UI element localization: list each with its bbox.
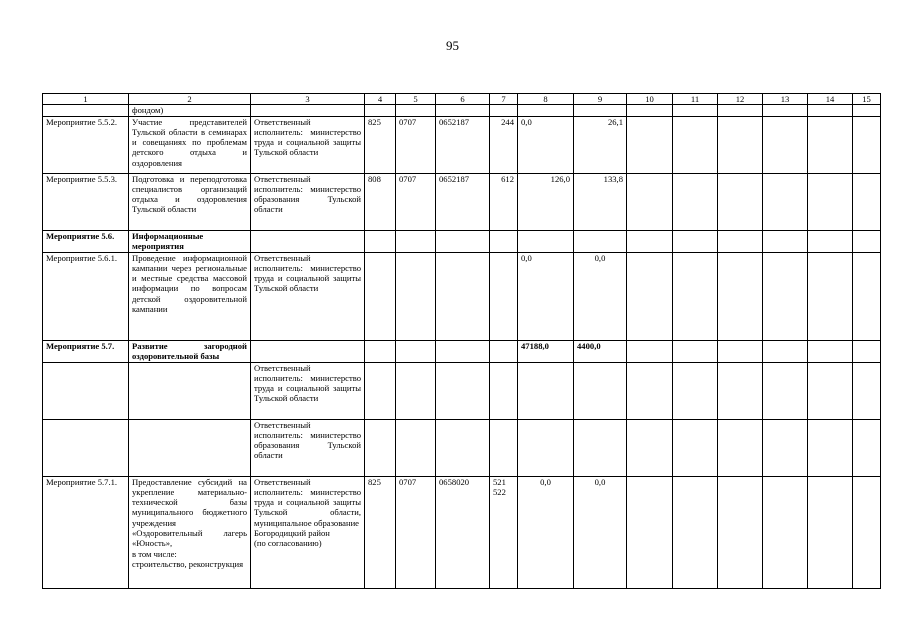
executor: Ответственный исполнитель: министерство труда и социальной защиты Тульской области (251, 362, 365, 419)
cell-col8 (518, 362, 574, 419)
cell-col4: 825 (365, 476, 396, 588)
cell-col9 (574, 362, 627, 419)
executor-line: Богородицкий район (254, 528, 330, 539)
executor: Ответственный исполнитель: министерство образования Тульской области (251, 419, 365, 476)
cell-col5 (396, 230, 436, 252)
cell-col9: 26,1 (574, 116, 627, 173)
cell-col8: 47188,0 (518, 340, 574, 362)
cell-col7-line: 521 (493, 476, 506, 487)
cell-col8: 126,0 (518, 173, 574, 230)
activity-name: Подготовка и переподготовка специалистов организаций отдыха и оздоровления Тульской области (129, 173, 251, 230)
activity-code (43, 362, 129, 419)
cell-col4 (365, 340, 396, 362)
executor-line: (по согласованию) (254, 538, 322, 549)
cell-col6 (436, 340, 490, 362)
col-number-8: 8 (518, 94, 574, 105)
executor (251, 476, 365, 588)
cell-col6: 0658020 (436, 476, 490, 588)
activity-name: Проведение информационной кампании через региональные и местные средства массовой информации по вопросам детской оздоровительной кампании (129, 252, 251, 340)
cell-col6 (436, 105, 490, 116)
activity-name: Информационные мероприятия (129, 230, 251, 252)
activity-code: Мероприятие 5.5.3. (43, 173, 129, 230)
col-number-13: 13 (763, 94, 808, 105)
col-number-10: 10 (627, 94, 673, 105)
cell-col4 (365, 252, 396, 340)
cell-col8 (518, 105, 574, 116)
col-number-9: 9 (574, 94, 627, 105)
cell-col8: 0,0 (518, 476, 574, 588)
activity-code (43, 105, 129, 116)
executor (251, 105, 365, 116)
activity-code: Мероприятие 5.5.2. (43, 116, 129, 173)
col-number-5: 5 (396, 94, 436, 105)
cell-col5 (396, 105, 436, 116)
cell-col5 (396, 362, 436, 419)
activity-name-line: в том числе: (132, 548, 177, 559)
activities-table (42, 93, 881, 589)
cell-col7 (490, 252, 518, 340)
cell-col5: 0707 (396, 476, 436, 588)
cell-col9 (574, 419, 627, 476)
col-number-12: 12 (718, 94, 763, 105)
cell-col8: 0,0 (518, 252, 574, 340)
executor: Ответственный исполнитель: министерство труда и социальной защиты Тульской области (251, 252, 365, 340)
cell-col4 (365, 362, 396, 419)
table-row (43, 419, 881, 476)
cell-col4: 808 (365, 173, 396, 230)
activity-name-line: строительство, реконструкция (132, 558, 244, 569)
cell-col6: 0652187 (436, 173, 490, 230)
col-number-6: 6 (436, 94, 490, 105)
col-number-15: 15 (853, 94, 881, 105)
cell-col7: 244 (490, 116, 518, 173)
cell-col5 (396, 419, 436, 476)
activity-code (43, 419, 129, 476)
cell-col7 (490, 230, 518, 252)
col-number-3: 3 (251, 94, 365, 105)
table-row (43, 340, 881, 362)
executor (251, 340, 365, 362)
cell-col4 (365, 105, 396, 116)
executor: Ответственный исполнитель: министерство труда и социальной защиты Тульской области (251, 116, 365, 173)
col-number-4: 4 (365, 94, 396, 105)
cell-col5: 0707 (396, 116, 436, 173)
cell-col4 (365, 230, 396, 252)
cell-col7-line: 522 (493, 486, 506, 497)
executor (251, 230, 365, 252)
col-number-2: 2 (129, 94, 251, 105)
col-number-11: 11 (673, 94, 718, 105)
table-row (43, 230, 881, 252)
cell-col9 (574, 105, 627, 116)
col-number-7: 7 (490, 94, 518, 105)
table-row (43, 105, 881, 116)
activity-code: Мероприятие 5.6.1. (43, 252, 129, 340)
table-row (43, 252, 881, 340)
cell-col9: 0,0 (574, 476, 627, 588)
cell-col7 (490, 362, 518, 419)
cell-col8 (518, 230, 574, 252)
cell-col6 (436, 252, 490, 340)
cell-col8: 0,0 (518, 116, 574, 173)
cell-col6 (436, 230, 490, 252)
activity-code: Мероприятие 5.7. (43, 340, 129, 362)
activity-code: Мероприятие 5.7.1. (43, 476, 129, 588)
cell-col9: 133,8 (574, 173, 627, 230)
cell-col7: 612 (490, 173, 518, 230)
activity-code: Мероприятие 5.6. (43, 230, 129, 252)
activity-name: фондом) (129, 105, 251, 116)
cell-col9: 0,0 (574, 252, 627, 340)
cell-col5 (396, 340, 436, 362)
table-row (43, 476, 881, 588)
cell-col6 (436, 362, 490, 419)
cell-col7 (490, 105, 518, 116)
table-row (43, 116, 881, 173)
executor: Ответственный исполнитель: министерство образования Тульской области (251, 173, 365, 230)
cell-col4: 825 (365, 116, 396, 173)
cell-col7 (490, 419, 518, 476)
col-number-14: 14 (808, 94, 853, 105)
activity-name: Развитие загородной оздоровительной базы (129, 340, 251, 362)
cell-col6 (436, 419, 490, 476)
cell-col7 (490, 340, 518, 362)
cell-col6: 0652187 (436, 116, 490, 173)
activity-name (129, 362, 251, 419)
executor-line: Ответственный исполнитель: министерство труда и социальной защиты Тульской области, муниципальное образование (254, 476, 361, 528)
cell-col8 (518, 419, 574, 476)
cell-col4 (365, 419, 396, 476)
table-row (43, 362, 881, 419)
col-number-1: 1 (43, 94, 129, 105)
activity-name (129, 476, 251, 588)
cell-col9: 4400,0 (574, 340, 627, 362)
page-number: 95 (446, 38, 459, 53)
activity-name-line: Предоставление субсидий на укрепление материально-технической базы муниципального бюджетного учреждения «Оздоровительный лагерь «Юность», (132, 476, 247, 549)
cell-col5 (396, 252, 436, 340)
activity-name (129, 419, 251, 476)
cell-col9 (574, 230, 627, 252)
activity-name: Участие представителей Тульской области в семинарах и совещаниях по проблемам детского отдыха и оздоровления (129, 116, 251, 173)
table-row (43, 173, 881, 230)
cell-col5: 0707 (396, 173, 436, 230)
column-number-row (43, 94, 881, 105)
cell-col7 (490, 476, 518, 588)
